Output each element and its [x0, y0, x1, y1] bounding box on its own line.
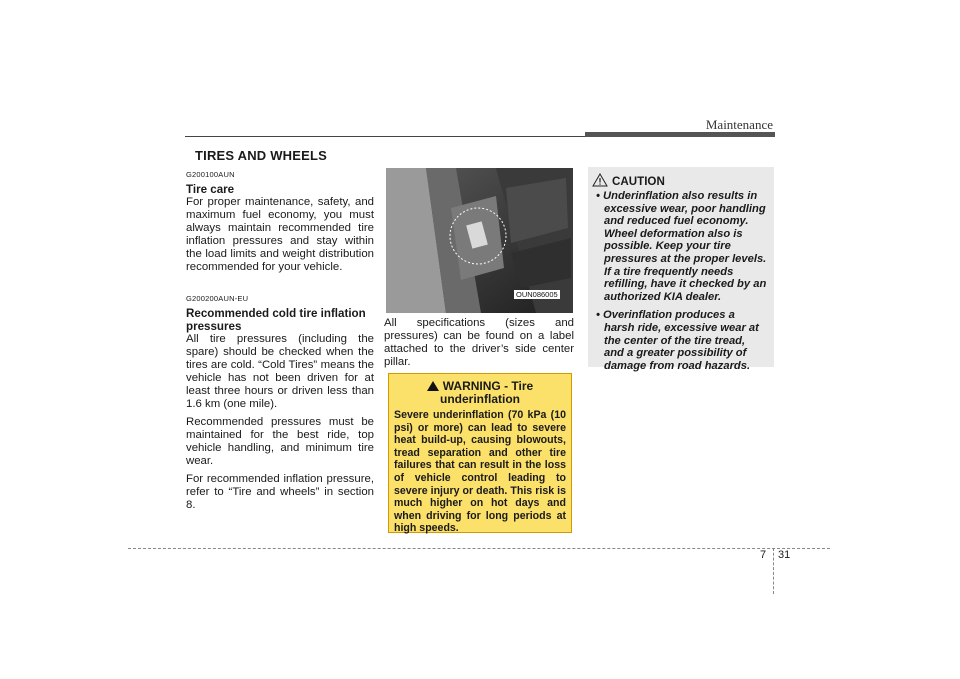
cold-pressure-paragraph: All tire pressures (including the spare) should be checked when the tires are cold. “Cold Tires” means the vehicle has not been driven for at least three hours or driven less than 1.6 km (one mile). — [186, 333, 374, 410]
tire-care-heading: Tire care — [186, 183, 235, 196]
tire-care-code: G200100AUN — [186, 170, 235, 179]
caution-item: • Overinflation produces a harsh ride, excessive wear at the center of the tire tread, and a greater possibility of damage from road hazards. — [596, 309, 759, 372]
left-column — [186, 168, 374, 517]
warning-body: Severe underinflation (70 kPa (10 psi) or more) can lead to severe heat build-up, causing blowouts, tread separation and other tire failures that can result in the loss of vehicle control leading to severe injury or death. This risk is much higher on hot days and when driving for long periods at high speeds. — [394, 409, 566, 535]
warning-triangle-icon — [427, 381, 439, 391]
caution-triangle-icon — [592, 173, 608, 187]
caution-title-text: CAUTION — [612, 175, 665, 188]
cold-pressure-paragraph: Recommended pressures must be maintained for the best ride, top vehicle handling, and minimum tire wear. — [186, 416, 374, 467]
figure-code: OUN086005 — [516, 290, 558, 299]
caution-list — [594, 190, 768, 372]
cold-pressure-heading: Recommended cold tire inflation pressures — [186, 307, 366, 333]
cold-pressure-code: G200200AUN-EU — [186, 294, 249, 303]
header-rule-accent — [585, 132, 775, 137]
caution-item: • Underinflation also results in excessive wear, poor handling and reduced fuel economy. Wheel deformation also is possible. Keep your tire pressures at the proper levels. If a tire frequently needs refilling, have it checked by an authorized KIA dealer. — [596, 190, 767, 303]
section-title: TIRES AND WHEELS — [195, 148, 328, 163]
header-title: Maintenance — [705, 117, 773, 132]
chapter-number: 7 — [760, 549, 767, 561]
footer-divider — [773, 548, 774, 594]
warning-title-text: WARNING - Tire underinflation — [440, 379, 534, 406]
cold-pressure-paragraph: For recommended inflation pressure, refer to “Tire and wheels” in section 8. — [186, 473, 374, 511]
page-number: 31 — [778, 549, 791, 561]
caution-title — [612, 175, 768, 188]
warning-box — [388, 373, 572, 533]
specs-text: All specifications (sizes and pressures) can be found on a label attached to the driver’s side center pillar. — [384, 317, 574, 368]
warning-title — [394, 380, 566, 406]
header-rule — [185, 136, 585, 137]
caution-box — [588, 167, 774, 372]
footer-rule — [128, 548, 830, 549]
tire-care-body: For proper maintenance, safety, and maximum fuel economy, you must always maintain recommended tire inflation pressures and stay within the load limits and weight distribution recommended for your vehicle. — [186, 196, 374, 273]
